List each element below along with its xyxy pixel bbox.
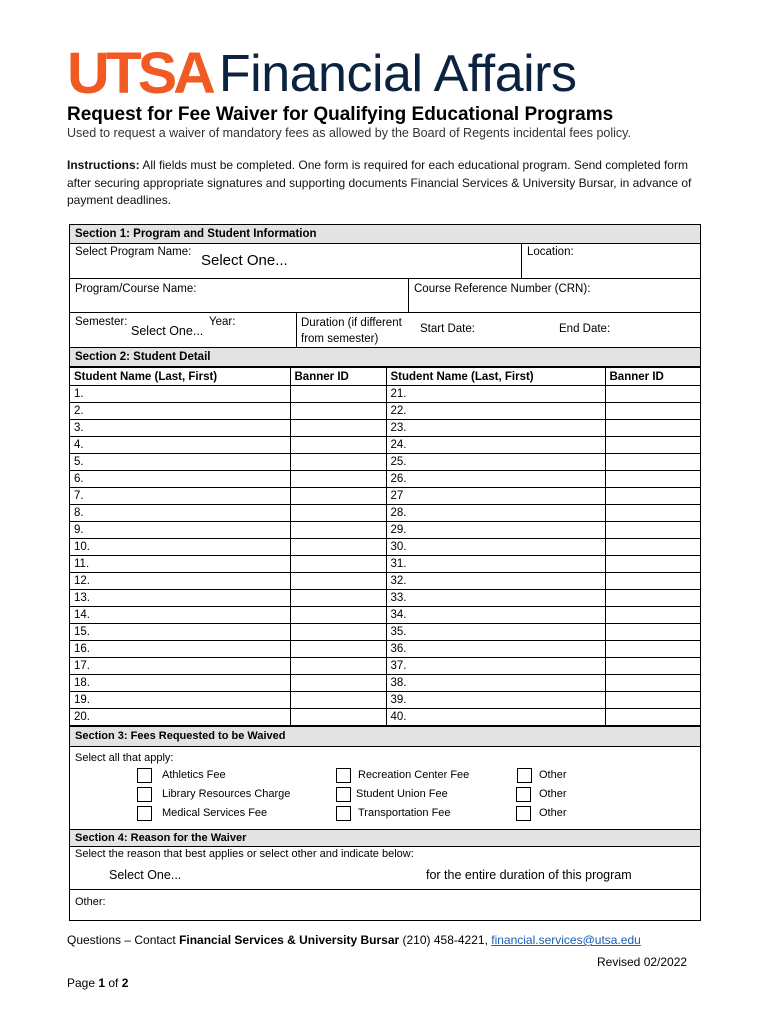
other-reason-field[interactable] bbox=[70, 890, 700, 920]
table-row bbox=[70, 488, 701, 505]
student-name-cell[interactable]: 18. bbox=[70, 675, 290, 692]
banner-id-cell[interactable] bbox=[290, 556, 386, 573]
student-name-cell[interactable]: 14. bbox=[70, 607, 290, 624]
student-name-cell[interactable]: 35. bbox=[386, 624, 605, 641]
student-name-cell[interactable]: 13. bbox=[70, 590, 290, 607]
banner-id-cell[interactable] bbox=[605, 403, 701, 420]
financial-affairs-wordmark: Financial Affairs bbox=[218, 45, 577, 103]
table-row bbox=[70, 573, 701, 590]
medical-services-checkbox[interactable] bbox=[137, 806, 152, 821]
section2-heading: Section 2: Student Detail bbox=[70, 348, 700, 367]
student-name-cell[interactable]: 24. bbox=[386, 437, 605, 454]
other-reason-label: Other: bbox=[75, 896, 106, 908]
student-name-cell[interactable]: 3. bbox=[70, 420, 290, 437]
banner-id-cell[interactable] bbox=[290, 607, 386, 624]
instructions-label: Instructions: bbox=[67, 158, 140, 172]
banner-id-cell[interactable] bbox=[290, 420, 386, 437]
contact-email-link[interactable]: financial.services@utsa.edu bbox=[491, 933, 641, 947]
crn-label: Course Reference Number (CRN): bbox=[414, 283, 591, 295]
banner-id-cell[interactable] bbox=[605, 641, 701, 658]
banner-id-cell[interactable] bbox=[290, 692, 386, 709]
student-union-label: Student Union Fee bbox=[356, 788, 448, 800]
page-total: 2 bbox=[121, 976, 129, 990]
banner-id-cell[interactable] bbox=[605, 556, 701, 573]
banner-id-cell[interactable] bbox=[290, 454, 386, 471]
banner-id-cell[interactable] bbox=[290, 522, 386, 539]
student-name-cell[interactable]: 29. bbox=[386, 522, 605, 539]
student-name-cell[interactable]: 5. bbox=[70, 454, 290, 471]
end-date-label[interactable]: End Date: bbox=[559, 323, 611, 335]
table-row bbox=[70, 505, 701, 522]
table-row bbox=[70, 658, 701, 675]
student-name-cell[interactable]: 27 bbox=[386, 488, 605, 505]
banner-id-cell[interactable] bbox=[605, 505, 701, 522]
student-name-cell[interactable]: 31. bbox=[386, 556, 605, 573]
reason-select[interactable]: Select One... bbox=[109, 868, 182, 882]
instructions-text: All fields must be completed. One form is required for each educational program. Send completed form after securing appropriate signatures and supporting documents Financial Services & University Bursar, in advance of payment deadlines. bbox=[67, 158, 692, 207]
page-of: of bbox=[105, 976, 122, 990]
section4-heading: Section 4: Reason for the Waiver bbox=[70, 830, 700, 847]
banner-id-cell[interactable] bbox=[290, 488, 386, 505]
banner-id-cell[interactable] bbox=[605, 590, 701, 607]
col-student-name: Student Name (Last, First) bbox=[386, 368, 605, 386]
transportation-checkbox[interactable] bbox=[336, 806, 351, 821]
student-name-cell[interactable]: 30. bbox=[386, 539, 605, 556]
student-name-cell[interactable]: 17. bbox=[70, 658, 290, 675]
contact-name: Financial Services & University Bursar bbox=[179, 933, 400, 947]
banner-id-cell[interactable] bbox=[605, 573, 701, 590]
start-date-label[interactable]: Start Date: bbox=[420, 323, 475, 335]
semester-select[interactable]: Select One... bbox=[131, 324, 204, 338]
banner-id-cell[interactable] bbox=[605, 692, 701, 709]
student-name-cell[interactable]: 7. bbox=[70, 488, 290, 505]
section1-heading: Section 1: Program and Student Information bbox=[70, 225, 700, 244]
contact-phone: (210) 458-4221, bbox=[399, 933, 492, 947]
banner-id-cell[interactable] bbox=[605, 624, 701, 641]
athletics-fee-label: Athletics Fee bbox=[162, 769, 226, 781]
student-name-cell[interactable]: 4. bbox=[70, 437, 290, 454]
student-name-cell[interactable]: 19. bbox=[70, 692, 290, 709]
course-name-label: Program/Course Name: bbox=[75, 283, 197, 295]
banner-id-cell[interactable] bbox=[605, 709, 701, 726]
revised-date: Revised 02/2022 bbox=[597, 955, 688, 969]
library-resources-checkbox[interactable] bbox=[137, 787, 152, 802]
duration-field[interactable] bbox=[296, 313, 700, 347]
banner-id-cell[interactable] bbox=[605, 675, 701, 692]
banner-id-cell[interactable] bbox=[290, 658, 386, 675]
reason-suffix: for the entire duration of this program bbox=[426, 868, 632, 882]
student-detail-table bbox=[70, 367, 701, 726]
student-name-cell[interactable]: 12. bbox=[70, 573, 290, 590]
medical-services-label: Medical Services Fee bbox=[162, 807, 268, 819]
course-name-field[interactable] bbox=[70, 279, 408, 312]
location-field[interactable] bbox=[521, 244, 700, 278]
page-number bbox=[67, 976, 128, 990]
semester-label: Semester: bbox=[75, 316, 128, 328]
banner-id-cell[interactable] bbox=[290, 573, 386, 590]
banner-id-cell[interactable] bbox=[605, 454, 701, 471]
banner-id-cell[interactable] bbox=[290, 505, 386, 522]
col-banner-id: Banner ID bbox=[605, 368, 701, 386]
table-row bbox=[70, 624, 701, 641]
library-resources-label: Library Resources Charge bbox=[162, 788, 291, 800]
student-name-cell[interactable]: 37. bbox=[386, 658, 605, 675]
transportation-label: Transportation Fee bbox=[358, 807, 451, 819]
table-row bbox=[70, 607, 701, 624]
student-name-cell[interactable]: 32. bbox=[386, 573, 605, 590]
student-name-cell[interactable]: 10. bbox=[70, 539, 290, 556]
banner-id-cell[interactable] bbox=[605, 420, 701, 437]
recreation-center-label: Recreation Center Fee bbox=[358, 769, 470, 781]
student-name-cell[interactable]: 15. bbox=[70, 624, 290, 641]
program-name-label: Select Program Name: bbox=[75, 246, 192, 258]
banner-id-cell[interactable] bbox=[605, 522, 701, 539]
other-fee-label-3: Other bbox=[539, 807, 567, 819]
banner-id-cell[interactable] bbox=[605, 386, 701, 403]
athletics-fee-checkbox[interactable] bbox=[137, 768, 152, 783]
fees-checklist bbox=[70, 747, 700, 830]
other-fee-label-1: Other bbox=[539, 769, 567, 781]
other-fee-checkbox-1[interactable] bbox=[517, 768, 532, 783]
student-name-cell[interactable]: 16. bbox=[70, 641, 290, 658]
table-row bbox=[70, 420, 701, 437]
questions-prefix: Questions – Contact bbox=[67, 933, 180, 947]
banner-id-cell[interactable] bbox=[290, 437, 386, 454]
form-title: Request for Fee Waiver for Qualifying Educational Programs bbox=[67, 104, 614, 125]
student-name-cell[interactable]: 22. bbox=[386, 403, 605, 420]
table-row bbox=[70, 692, 701, 709]
col-student-name: Student Name (Last, First) bbox=[70, 368, 290, 386]
student-name-cell[interactable]: 36. bbox=[386, 641, 605, 658]
banner-id-cell[interactable] bbox=[290, 590, 386, 607]
table-row bbox=[70, 403, 701, 420]
student-name-cell[interactable]: 20. bbox=[70, 709, 290, 726]
table-row bbox=[70, 386, 701, 403]
table-row bbox=[70, 641, 701, 658]
other-fee-label-2: Other bbox=[539, 788, 567, 800]
student-name-cell[interactable]: 9. bbox=[70, 522, 290, 539]
student-name-cell[interactable]: 11. bbox=[70, 556, 290, 573]
student-name-cell[interactable]: 26. bbox=[386, 471, 605, 488]
banner-id-cell[interactable] bbox=[605, 607, 701, 624]
table-row bbox=[70, 709, 701, 726]
banner-id-cell[interactable] bbox=[290, 403, 386, 420]
section3-heading: Section 3: Fees Requested to be Waived bbox=[70, 726, 700, 747]
student-name-cell[interactable]: 38. bbox=[386, 675, 605, 692]
table-row bbox=[70, 539, 701, 556]
banner-id-cell[interactable] bbox=[290, 539, 386, 556]
table-row bbox=[70, 437, 701, 454]
recreation-center-checkbox[interactable] bbox=[336, 768, 351, 783]
instructions bbox=[67, 157, 703, 210]
student-name-cell[interactable]: 6. bbox=[70, 471, 290, 488]
student-name-cell[interactable]: 28. bbox=[386, 505, 605, 522]
header-logo bbox=[67, 41, 577, 106]
banner-id-cell[interactable] bbox=[290, 641, 386, 658]
page-word: Page bbox=[67, 976, 99, 990]
table-row bbox=[70, 454, 701, 471]
student-name-cell[interactable]: 39. bbox=[386, 692, 605, 709]
col-banner-id: Banner ID bbox=[290, 368, 386, 386]
banner-id-cell[interactable] bbox=[290, 624, 386, 641]
student-union-checkbox[interactable] bbox=[336, 787, 351, 802]
banner-id-cell[interactable] bbox=[605, 658, 701, 675]
banner-id-cell[interactable] bbox=[605, 471, 701, 488]
duration-label: Duration (if different from semester) bbox=[301, 317, 402, 345]
banner-id-cell[interactable] bbox=[605, 539, 701, 556]
student-name-cell[interactable]: 2. bbox=[70, 403, 290, 420]
other-fee-checkbox-3[interactable] bbox=[516, 806, 531, 821]
select-all-label: Select all that apply: bbox=[75, 752, 174, 764]
table-row bbox=[70, 471, 701, 488]
location-label: Location: bbox=[527, 246, 574, 258]
student-name-cell[interactable]: 33. bbox=[386, 590, 605, 607]
fee-waiver-form bbox=[69, 224, 701, 921]
student-name-cell[interactable]: 25. bbox=[386, 454, 605, 471]
form-subtitle: Used to request a waiver of mandatory fees as allowed by the Board of Regents incidental fees policy. bbox=[67, 126, 631, 140]
student-name-cell[interactable]: 8. bbox=[70, 505, 290, 522]
footer-contact bbox=[67, 933, 641, 947]
table-row bbox=[70, 556, 701, 573]
program-name-select[interactable]: Select One... bbox=[201, 252, 288, 269]
student-name-cell[interactable]: 40. bbox=[386, 709, 605, 726]
student-name-cell[interactable]: 34. bbox=[386, 607, 605, 624]
utsa-logo: UTSA bbox=[67, 41, 212, 106]
student-name-cell[interactable]: 21. bbox=[386, 386, 605, 403]
program-name-field[interactable] bbox=[70, 244, 521, 278]
banner-id-cell[interactable] bbox=[290, 471, 386, 488]
other-fee-checkbox-2[interactable] bbox=[516, 787, 531, 802]
banner-id-cell[interactable] bbox=[290, 709, 386, 726]
reason-instruction: Select the reason that best applies or select other and indicate below: bbox=[75, 848, 414, 860]
student-name-cell[interactable]: 23. bbox=[386, 420, 605, 437]
page-current: 1 bbox=[98, 976, 106, 990]
banner-id-cell[interactable] bbox=[605, 437, 701, 454]
year-label[interactable]: Year: bbox=[209, 316, 236, 328]
banner-id-cell[interactable] bbox=[290, 675, 386, 692]
table-row bbox=[70, 675, 701, 692]
crn-field[interactable] bbox=[408, 279, 700, 312]
table-row bbox=[70, 522, 701, 539]
banner-id-cell[interactable] bbox=[290, 386, 386, 403]
semester-field[interactable] bbox=[70, 313, 296, 347]
table-row bbox=[70, 590, 701, 607]
banner-id-cell[interactable] bbox=[605, 488, 701, 505]
student-name-cell[interactable]: 1. bbox=[70, 386, 290, 403]
